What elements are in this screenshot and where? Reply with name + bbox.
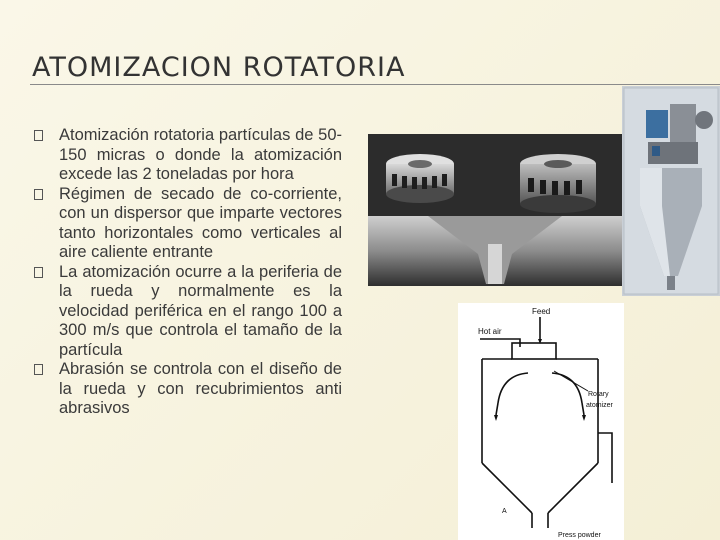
diagram-feed-label: Feed (532, 307, 551, 316)
title-underline (30, 84, 720, 85)
square-bullet-icon (34, 130, 43, 141)
diagram-drawing (458, 303, 624, 540)
bullet-item (34, 360, 342, 419)
rotary-atomizer-diagram (458, 303, 624, 540)
diagram-hot-air-label: Hot air (478, 327, 502, 336)
square-bullet-icon (34, 267, 43, 278)
diagram-powder-label: Press powder (558, 532, 601, 539)
bullet-text: Abrasión se controla con el diseño de la rueda y con recubrimientos anti abrasivos (59, 360, 342, 417)
square-bullet-icon (34, 189, 43, 200)
bullet-item (34, 185, 342, 263)
spray-dryer-photo (622, 86, 720, 296)
bullet-item (34, 126, 342, 185)
bullet-text: La atomización ocurre a la periferia de la rueda y normalmente es la velocidad periférica en el rango 100 a 300 m/s que controla el tamaño de la partícula (59, 262, 342, 359)
atomizer-wheels-image (368, 134, 622, 286)
bullet-text: Régimen de secado de co-corriente, con un dispersor que imparte vectores tanto horizontales como verticales al aire caliente entrante (59, 184, 342, 261)
diagram-rotary-label: Rotary (588, 391, 609, 398)
slide-title: ATOMIZACION ROTATORIA (32, 52, 406, 83)
spray-dryer-image (622, 86, 720, 296)
bullet-item (34, 263, 342, 361)
square-bullet-icon (34, 364, 43, 375)
bullet-text: Atomización rotatoria partículas de 50-150 micras o donde la atomización excede las 2 toneladas por hora (59, 126, 342, 183)
diagram-outlet-label: A (502, 508, 507, 515)
bullet-list (34, 126, 342, 419)
atomizer-wheels-photo (368, 134, 622, 286)
diagram-atomizer-label: atomizer (586, 402, 613, 409)
